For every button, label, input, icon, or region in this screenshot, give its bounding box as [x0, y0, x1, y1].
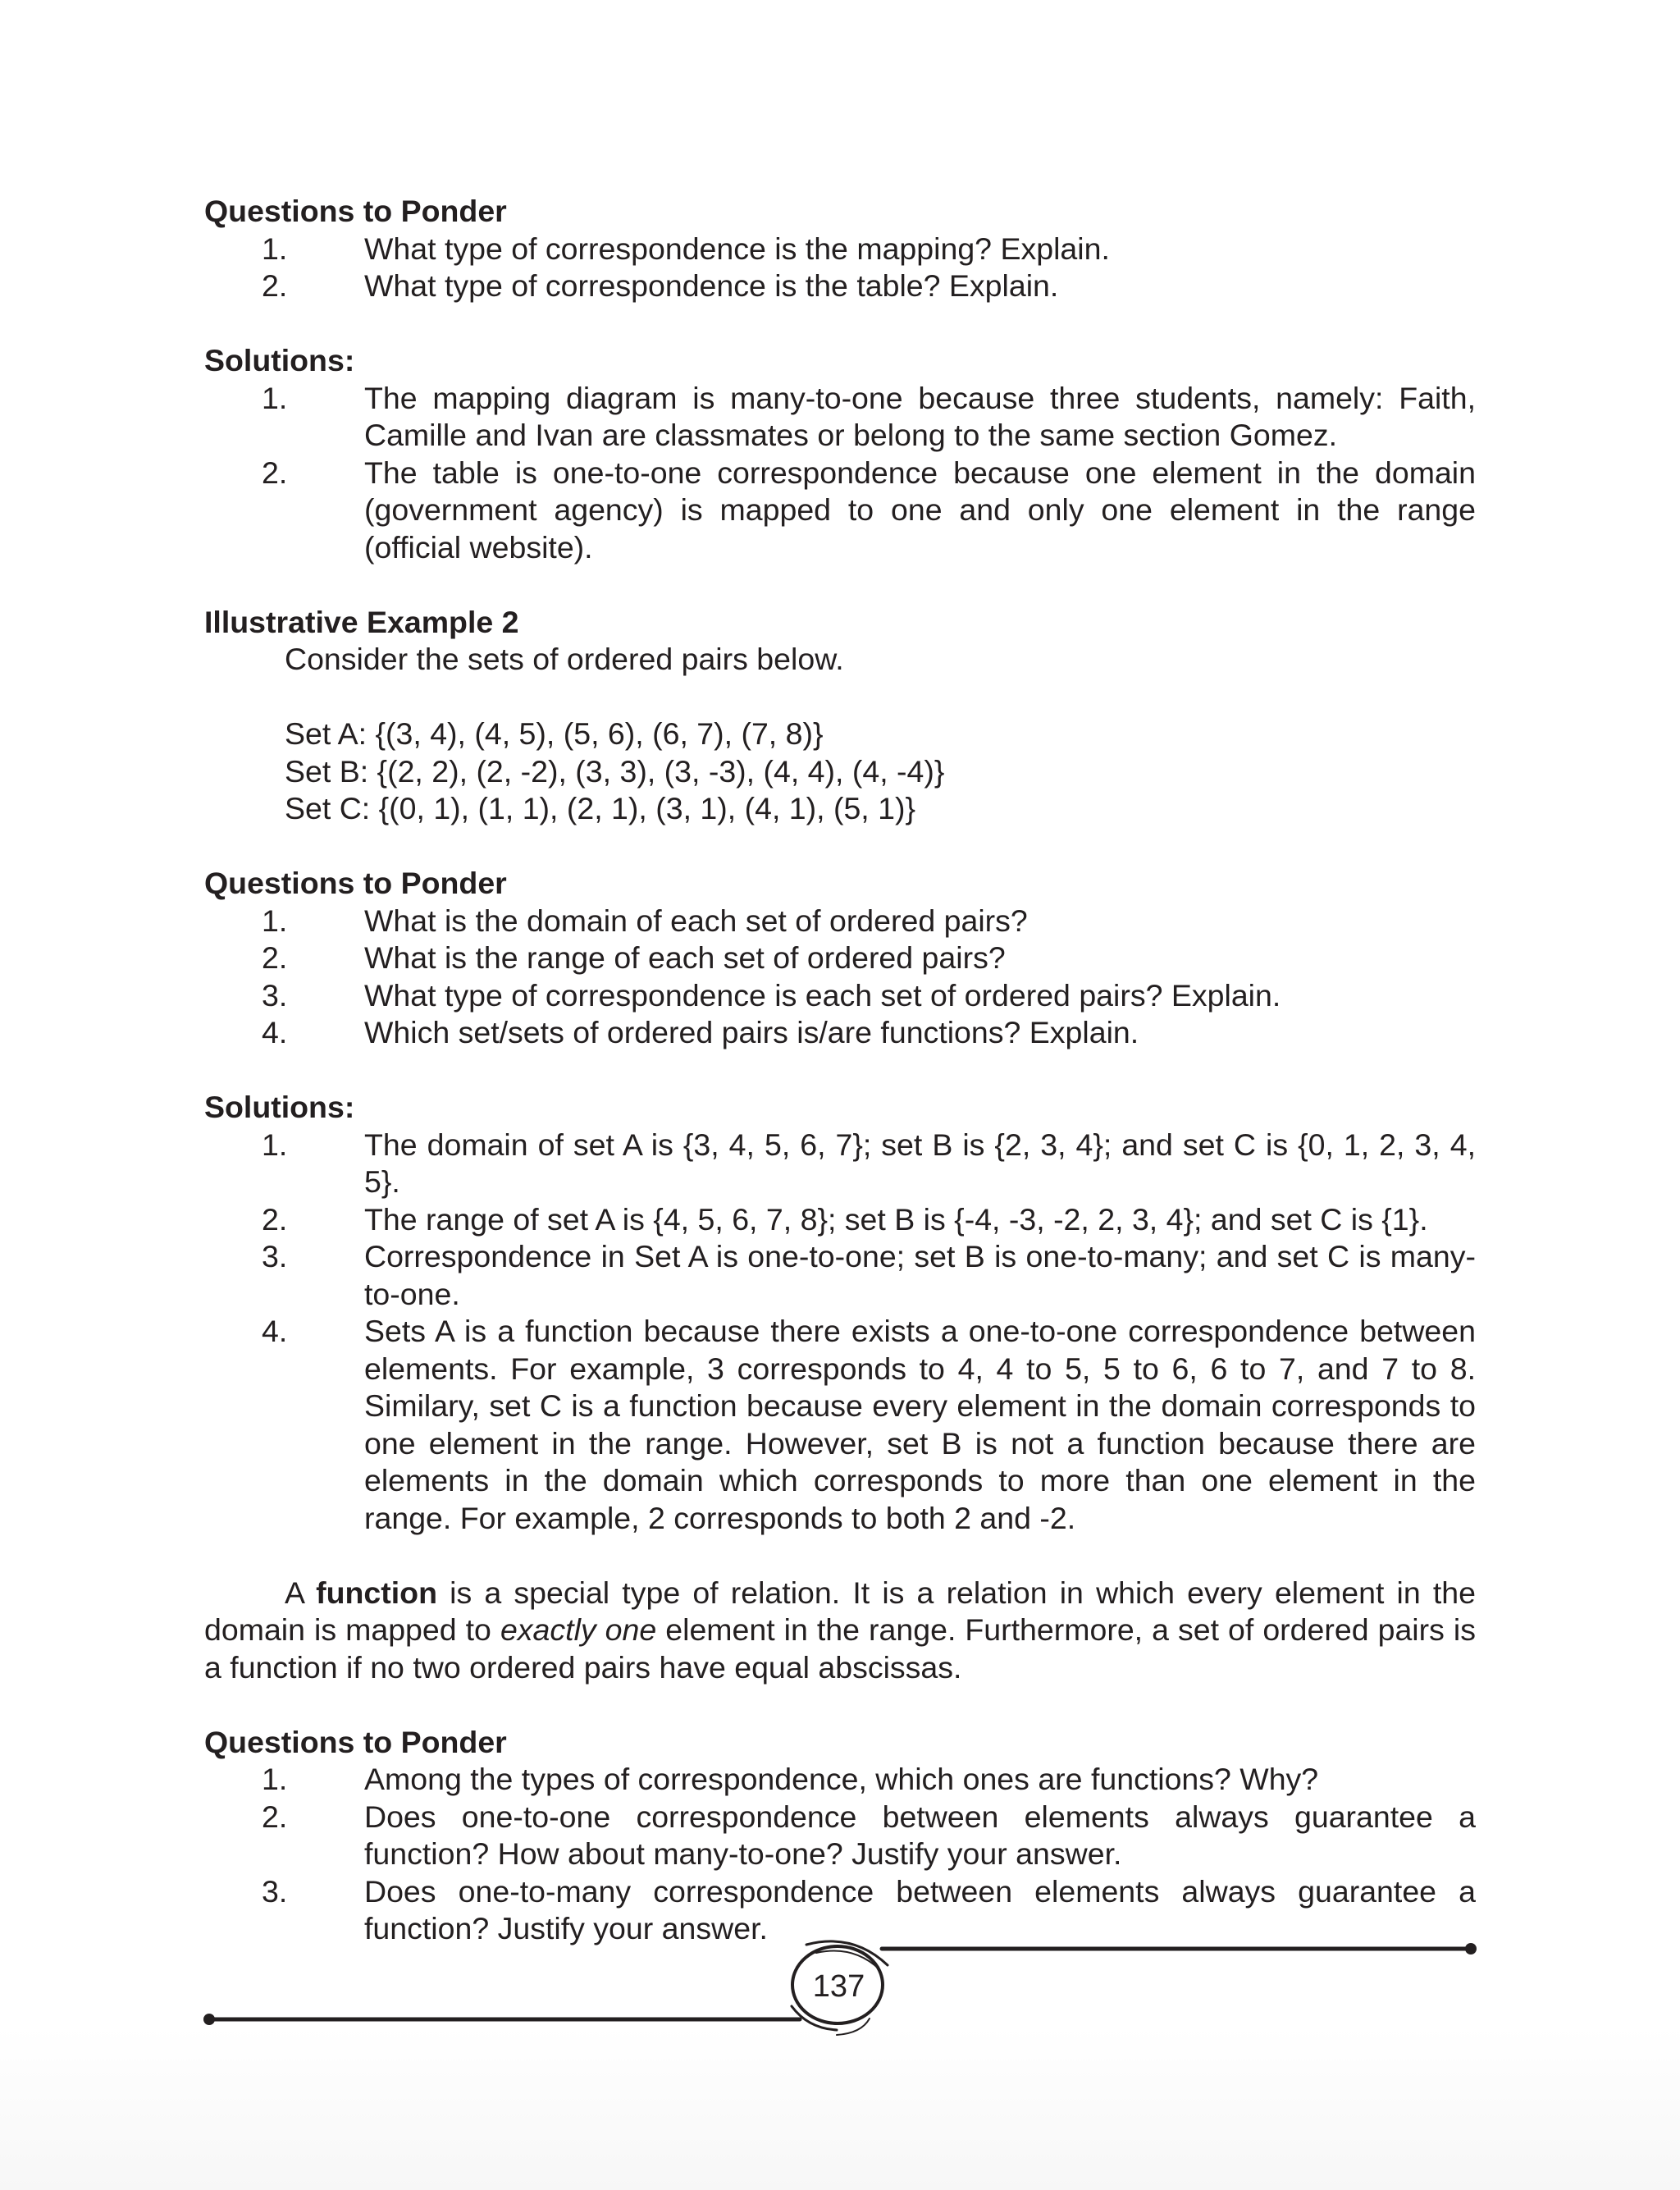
- item-text: Which set/sets of ordered pairs is/are functions? Explain.: [364, 1015, 1139, 1049]
- item-text: What type of correspondence is the mapping? Explain.: [364, 231, 1110, 266]
- item-text: The mapping diagram is many-to-one because three students, namely: Faith, Camille and Ivan are classmates or belong to the same section Gomez.: [364, 380, 1476, 452]
- item-text: The table is one-to-one correspondence because one element in the domain (government agency) is mapped to one and only one element in the range (official website).: [364, 455, 1476, 565]
- item-number: 3.: [262, 1239, 288, 1273]
- set-b: Set B: {(2, 2), (2, -2), (3, 3), (3, -3), (4, 4), (4, -4)}: [285, 753, 945, 789]
- item-number: 1.: [262, 231, 288, 266]
- footer-dot-left: [203, 2014, 215, 2025]
- item-text: What type of correspondence is the table? Explain.: [364, 268, 1059, 303]
- definition-emphasis: exactly one: [500, 1612, 657, 1647]
- item-number: 1.: [262, 903, 288, 938]
- item-number: 2.: [262, 268, 288, 303]
- list-item: [204, 1799, 1476, 1873]
- list-item: [204, 455, 1476, 567]
- definition-tail: element in the range. Furthermore, a set of ordered pairs is a function if no two ordered pairs have equal abscissas.: [204, 1612, 1476, 1685]
- list-item: [204, 1313, 1476, 1537]
- solution-list: [204, 380, 1476, 567]
- page-bottom-shade: [0, 2027, 1680, 2190]
- questions-to-ponder-2: [204, 865, 1476, 1052]
- item-number: 2.: [262, 455, 288, 490]
- item-number: 2.: [262, 1799, 288, 1834]
- section-heading: Solutions:: [204, 1090, 355, 1124]
- item-text: The range of set A is {4, 5, 6, 7, 8}; set B is {-4, -3, -2, 2, 3, 4}; and set C is {1}.: [364, 1201, 1428, 1237]
- definition-paragraph: [204, 1575, 1476, 1687]
- item-text: Sets A is a function because there exists a one-to-one correspondence between elements. For example, 3 corresponds to 4, 4 to 5, 5 to 6, 6 to 7, and 7 to 8. Similary, set C is a function because every element in the domain corresponds to one element in the range. However, set B is not a function because there are elements in the domain which corresponds to more than one element in the range. For example, 2 corresponds to both 2 and -2.: [364, 1314, 1476, 1535]
- section-heading: Questions to Ponder: [204, 866, 507, 900]
- set-c: Set C: {(0, 1), (1, 1), (2, 1), (3, 1), (4, 1), (5, 1)}: [285, 791, 916, 825]
- list-item: [204, 977, 1476, 1015]
- solutions-1: [204, 342, 1476, 566]
- illustrative-example-2: [204, 604, 1476, 828]
- list-item: [204, 1201, 1476, 1239]
- footer-dot-right: [1465, 1943, 1477, 1955]
- definition-term: function: [316, 1575, 437, 1610]
- set-a: Set A: {(3, 4), (4, 5), (5, 6), (6, 7), (7, 8)}: [285, 716, 824, 751]
- item-text: The domain of set A is {3, 4, 5, 6, 7}; set B is {2, 3, 4}; and set C is {0, 1, 2, 3, 4, 5}.: [364, 1127, 1476, 1199]
- question-list: [204, 903, 1476, 1052]
- section-heading: Questions to Ponder: [204, 194, 507, 228]
- item-text: Among the types of correspondence, which ones are functions? Why?: [364, 1762, 1319, 1796]
- item-text: Does one-to-many correspondence between elements always guarantee a function? Justify your answer.: [364, 1873, 1476, 1945]
- list-item: [204, 1761, 1476, 1799]
- section-heading: Questions to Ponder: [204, 1724, 507, 1759]
- questions-to-ponder-3: [204, 1724, 1476, 1948]
- page-content: [204, 193, 1476, 1948]
- list-item: [204, 903, 1476, 940]
- definition-lead: A: [285, 1575, 317, 1610]
- solution-list: [204, 1127, 1476, 1538]
- list-item: [204, 1238, 1476, 1313]
- list-item: [204, 231, 1476, 268]
- section-heading: Illustrative Example 2: [204, 604, 519, 639]
- item-number: 3.: [262, 977, 288, 1013]
- definition-mid: is a special type of relation. It is a relation in which every element in the domain is mapped to: [204, 1575, 1476, 1647]
- item-text: What type of correspondence is each set of ordered pairs? Explain.: [364, 977, 1281, 1013]
- item-number: 2.: [262, 1201, 288, 1237]
- item-text: Does one-to-one correspondence between elements always guarantee a function? How about many-to-one? Justify your answer.: [364, 1799, 1476, 1871]
- item-number: 4.: [262, 1314, 288, 1348]
- item-number: 1.: [262, 1762, 288, 1796]
- item-number: 2.: [262, 940, 288, 975]
- item-number: 1.: [262, 380, 288, 415]
- list-item: [204, 380, 1476, 455]
- item-number: 4.: [262, 1015, 288, 1049]
- question-list: [204, 1761, 1476, 1948]
- example-intro: Consider the sets of ordered pairs below.: [285, 642, 844, 676]
- list-item: [204, 940, 1476, 977]
- item-number: 3.: [262, 1873, 288, 1909]
- item-text: Correspondence in Set A is one-to-one; set B is one-to-many; and set C is many-to-one.: [364, 1239, 1476, 1311]
- page-number: 137: [812, 1969, 865, 2004]
- questions-to-ponder-1: [204, 193, 1476, 305]
- item-text: What is the range of each set of ordered pairs?: [364, 940, 1006, 975]
- list-item: [204, 267, 1476, 305]
- solutions-2: [204, 1089, 1476, 1537]
- list-item: [204, 1014, 1476, 1052]
- blank-line: [204, 679, 1476, 716]
- list-item: [204, 1127, 1476, 1201]
- question-list: [204, 231, 1476, 305]
- item-number: 1.: [262, 1127, 288, 1162]
- function-definition: [204, 1575, 1476, 1687]
- section-heading: Solutions:: [204, 343, 355, 377]
- item-text: What is the domain of each set of ordered pairs?: [364, 903, 1028, 938]
